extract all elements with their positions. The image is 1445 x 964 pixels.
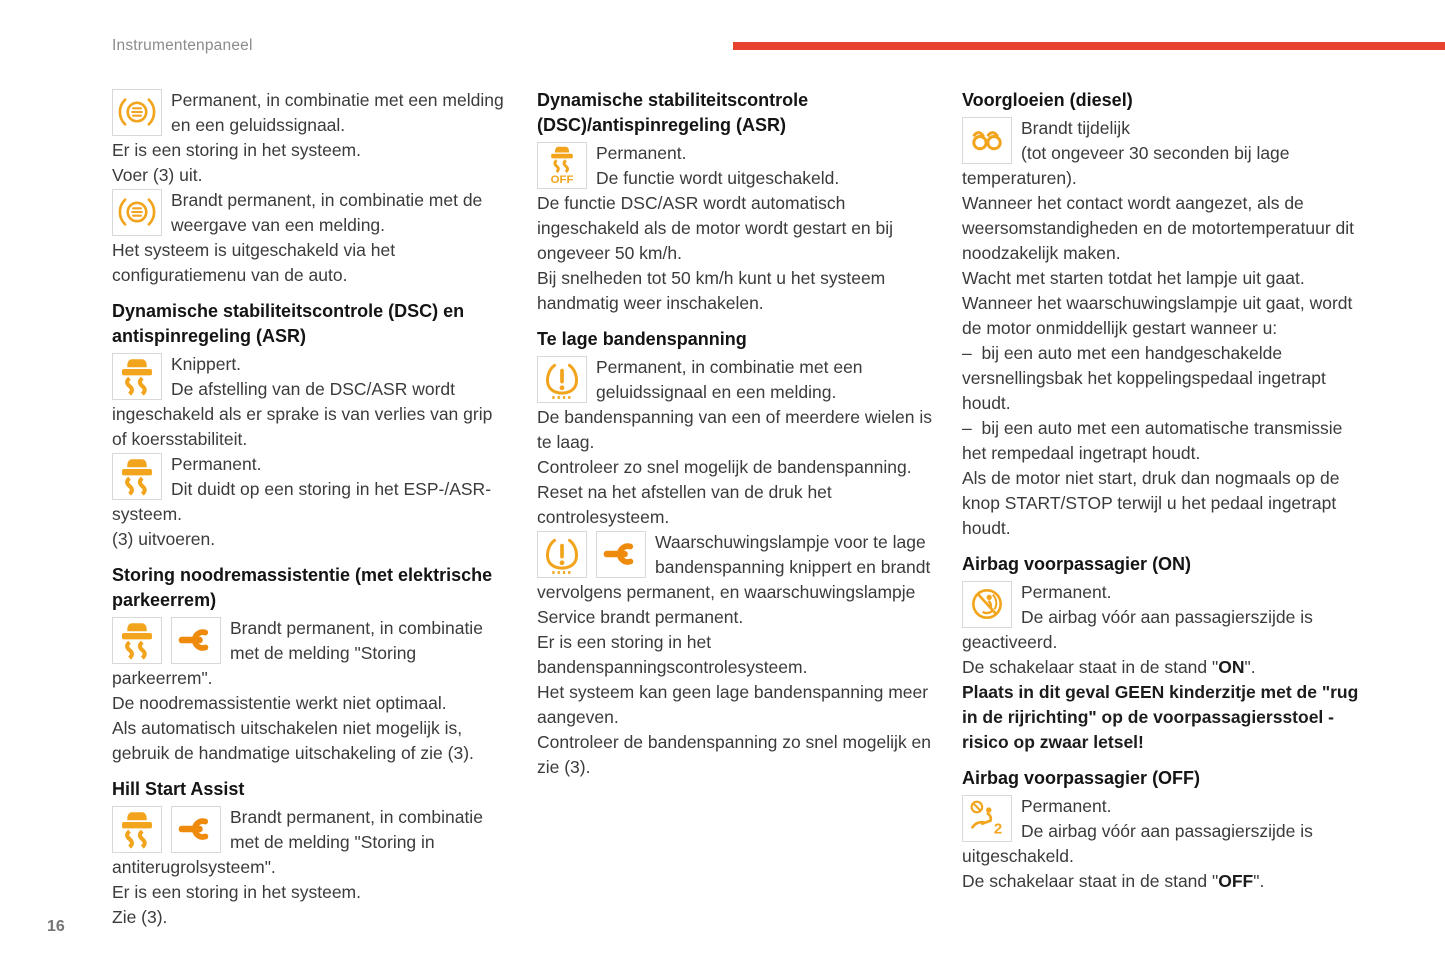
svg-text:OFF: OFF xyxy=(550,174,574,187)
warning-light-entry xyxy=(112,88,510,188)
manual-section xyxy=(537,327,935,780)
paragraph: Permanent. xyxy=(171,454,262,474)
esp-icon xyxy=(112,806,162,853)
paragraph: – bij een auto met een handgeschakelde versnellingsbak het koppelingspedaal ingetrapt houdt. xyxy=(962,343,1326,413)
page-number: 16 xyxy=(47,918,65,935)
paragraph: Er is een storing in het bandenspanningscontrolesysteem. xyxy=(537,632,808,677)
paragraph: Zie (3). xyxy=(112,907,168,927)
airbag-passenger-off-icon xyxy=(962,795,1012,842)
paragraph: De airbag vóór aan passagierszijde is uitgeschakeld. xyxy=(962,821,1313,866)
paragraph: Als automatisch uitschakelen niet mogelijk is, gebruik de handmatige uitschakeling of zie (3). xyxy=(112,718,474,763)
paragraph: Permanent. xyxy=(1021,796,1112,816)
paragraph: Voer (3) uit. xyxy=(112,165,203,185)
column-3 xyxy=(962,88,1360,930)
warning-light-entry xyxy=(112,352,510,452)
warning-light-entry xyxy=(962,580,1360,755)
paragraph: Het systeem kan geen lage bandenspanning meer aangeven. xyxy=(537,682,929,727)
manual-section xyxy=(112,563,510,766)
paragraph: Permanent, in combinatie met een melding en een geluidssignaal. xyxy=(171,90,504,135)
paragraph: De functie wordt uitgeschakeld. xyxy=(596,168,840,188)
header-accent-bar xyxy=(733,42,1445,50)
paragraph: De functie DSC/ASR wordt automatisch ingeschakeld als de motor wordt gestart en bij ongeveer 50 km/h. xyxy=(537,193,894,263)
paragraph: Bij snelheden tot 50 km/h kunt u het systeem handmatig weer inschakelen. xyxy=(537,268,886,313)
warning-light-entry xyxy=(112,616,510,766)
page-header-title: Instrumentenpaneel xyxy=(112,37,253,54)
paragraph: Controleer de bandenspanning zo snel mogelijk en zie (3). xyxy=(537,732,932,777)
section-heading: Te lage bandenspanning xyxy=(537,329,747,349)
paragraph: Er is een storing in het systeem. xyxy=(112,140,361,160)
paragraph: Er is een storing in het systeem. xyxy=(112,882,361,902)
manual-section xyxy=(112,88,510,288)
esp-icon xyxy=(112,617,162,664)
section-heading: Airbag voorpassagier (OFF) xyxy=(962,768,1201,788)
warning-light-entry xyxy=(537,355,935,530)
section-heading: Airbag voorpassagier (ON) xyxy=(962,554,1192,574)
paragraph: Permanent. xyxy=(596,143,687,163)
paragraph: Brandt permanent, in combinatie met de melding "Storing parkeerrem". xyxy=(112,618,483,688)
paragraph: Dit duidt op een storing in het ESP-/ASR-systeem. xyxy=(112,479,492,524)
warning-light-entry xyxy=(112,188,510,288)
esp-icon xyxy=(112,353,162,400)
warning-light-entry xyxy=(962,794,1360,894)
paragraph: Brandt permanent, in combinatie met de melding "Storing in antiterugrolsysteem". xyxy=(112,807,483,877)
tire-pressure-icon xyxy=(537,356,587,403)
paragraph: De airbag vóór aan passagierszijde is geactiveerd. xyxy=(962,607,1313,652)
manual-content xyxy=(112,88,1360,930)
airbag-passenger-on-icon xyxy=(962,581,1012,628)
section-heading: Voorgloeien (diesel) xyxy=(962,90,1133,110)
paragraph: Permanent, in combinatie met een geluidssignaal en een melding. xyxy=(596,357,863,402)
warning-light-entry xyxy=(537,141,935,316)
manual-section xyxy=(962,552,1360,755)
paragraph: De schakelaar staat in de stand "ON". xyxy=(962,657,1256,677)
paragraph: (tot ongeveer 30 seconden bij lage temperaturen). xyxy=(962,143,1290,188)
section-heading: Hill Start Assist xyxy=(112,779,245,799)
paragraph: De afstelling van de DSC/ASR wordt ingeschakeld als er sprake is van verlies van grip of koersstabiliteit. xyxy=(112,379,493,449)
section-heading: Storing noodremassistentie (met elektrische parkeerrem) xyxy=(112,565,493,610)
paragraph: Wanneer het waarschuwingslampje uit gaat, wordt de motor onmiddellijk gestart wanneer u: xyxy=(962,293,1353,338)
paragraph: Brandt permanent, in combinatie met de weergave van een melding. xyxy=(171,190,483,235)
brake-warning-icon xyxy=(112,189,162,236)
column-2 xyxy=(537,88,935,930)
paragraph: De noodremassistentie werkt niet optimaal. xyxy=(112,693,447,713)
paragraph: De schakelaar staat in de stand "OFF". xyxy=(962,871,1265,891)
wrench-icon xyxy=(171,806,221,853)
wrench-icon xyxy=(596,531,646,578)
wrench-icon xyxy=(171,617,221,664)
tire-pressure-icon xyxy=(537,531,587,578)
paragraph: Als de motor niet start, druk dan nogmaals op de knop START/STOP terwijl u het pedaal ingetrapt houdt. xyxy=(962,468,1340,538)
paragraph: (3) uitvoeren. xyxy=(112,529,216,549)
warning-light-entry xyxy=(112,452,510,552)
section-heading: Dynamische stabiliteitscontrole (DSC)/antispinregeling (ASR) xyxy=(537,90,809,135)
manual-section xyxy=(112,777,510,930)
paragraph: Wanneer het contact wordt aangezet, als de weersomstandigheden en de motortemperatuur dit noodzakelijk maken. xyxy=(962,193,1355,263)
manual-section xyxy=(112,299,510,552)
paragraph: Reset na het afstellen van de druk het controlesysteem. xyxy=(537,482,832,527)
paragraph: Plaats in dit geval GEEN kinderzitje met de "rug in de rijrichting" op de voorpassagiersstoel - risico op zwaar letsel! xyxy=(962,682,1359,752)
paragraph: Waarschuwingslampje voor te lage bandenspanning knippert en brandt vervolgens permanent, en waarschuwingslampje Service brandt permanent. xyxy=(537,532,931,627)
glow-plug-icon xyxy=(962,117,1012,164)
warning-light-entry xyxy=(112,805,510,930)
svg-text:2: 2 xyxy=(993,820,1003,838)
warning-light-entry xyxy=(962,116,1360,541)
column-1 xyxy=(112,88,510,930)
manual-section xyxy=(962,88,1360,541)
esp-off-icon xyxy=(537,142,587,189)
paragraph: Brandt tijdelijk xyxy=(1021,118,1130,138)
paragraph: Controleer zo snel mogelijk de bandenspanning. xyxy=(537,457,912,477)
manual-section xyxy=(537,88,935,316)
manual-section xyxy=(962,766,1360,894)
paragraph: De bandenspanning van een of meerdere wielen is te laag. xyxy=(537,407,932,452)
section-heading: Dynamische stabiliteitscontrole (DSC) en antispinregeling (ASR) xyxy=(112,301,465,346)
paragraph: Het systeem is uitgeschakeld via het configuratiemenu van de auto. xyxy=(112,240,396,285)
warning-light-entry xyxy=(537,530,935,780)
paragraph: – bij een auto met een automatische transmissie het rempedaal ingetrapt houdt. xyxy=(962,418,1343,463)
paragraph: Wacht met starten totdat het lampje uit gaat. xyxy=(962,268,1305,288)
paragraph: Knippert. xyxy=(171,354,242,374)
brake-warning-icon xyxy=(112,89,162,136)
paragraph: Permanent. xyxy=(1021,582,1112,602)
esp-icon xyxy=(112,453,162,500)
